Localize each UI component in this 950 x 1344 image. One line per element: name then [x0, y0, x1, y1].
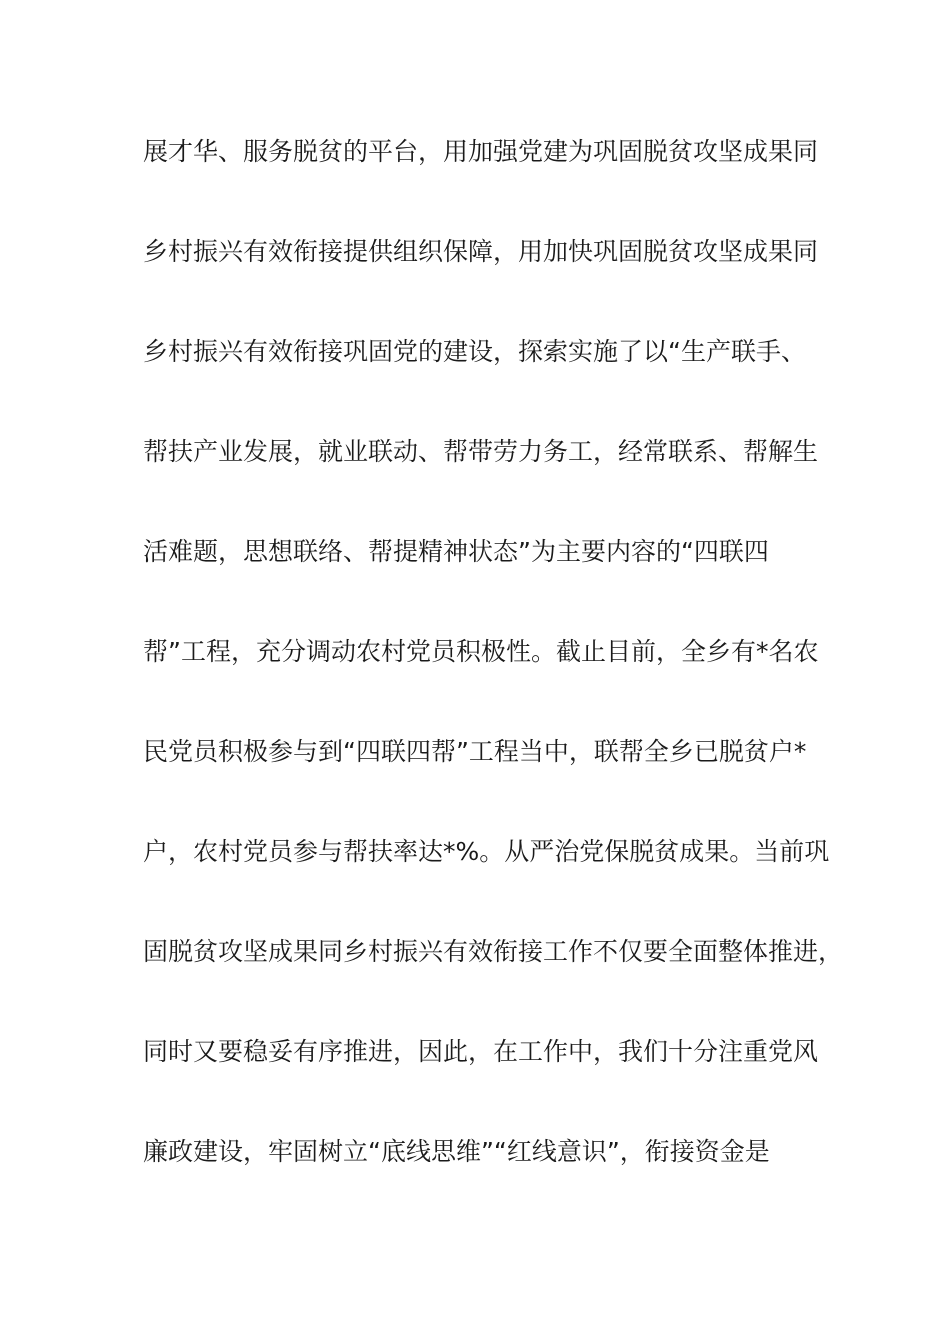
text-line-6: 帮”工程，充分调动农村党员积极性。截止目前，全乡有*名农 — [143, 637, 819, 666]
text-line-5: 活难题，思想联络、帮提精神状态”为主要内容的“四联四 — [143, 537, 769, 566]
text-line-9: 固脱贫攻坚成果同乡村振兴有效衔接工作不仅要全面整体推进， — [143, 937, 844, 966]
text-line-7: 民党员积极参与到“四联四帮”工程当中，联帮全乡已脱贫户* — [143, 737, 807, 766]
text-line-1: 展才华、服务脱贫的平台，用加强党建为巩固脱贫攻坚成果同 — [143, 137, 819, 166]
text-line-8: 户，农村党员参与帮扶率达*%。从严治党保脱贫成果。当前巩 — [143, 837, 830, 866]
text-line-3: 乡村振兴有效衔接巩固党的建设，探索实施了以“生产联手、 — [143, 337, 806, 366]
text-line-2: 乡村振兴有效衔接提供组织保障，用加快巩固脱贫攻坚成果同 — [143, 237, 819, 266]
text-line-4: 帮扶产业发展，就业联动、帮带劳力务工，经常联系、帮解生 — [143, 437, 819, 466]
text-line-11: 廉政建设，牢固树立“底线思维”“红线意识”，衔接资金是 — [143, 1137, 770, 1166]
text-line-10: 同时又要稳妥有序推进，因此，在工作中，我们十分注重党风 — [143, 1037, 819, 1066]
body-text — [143, 127, 844, 1227]
